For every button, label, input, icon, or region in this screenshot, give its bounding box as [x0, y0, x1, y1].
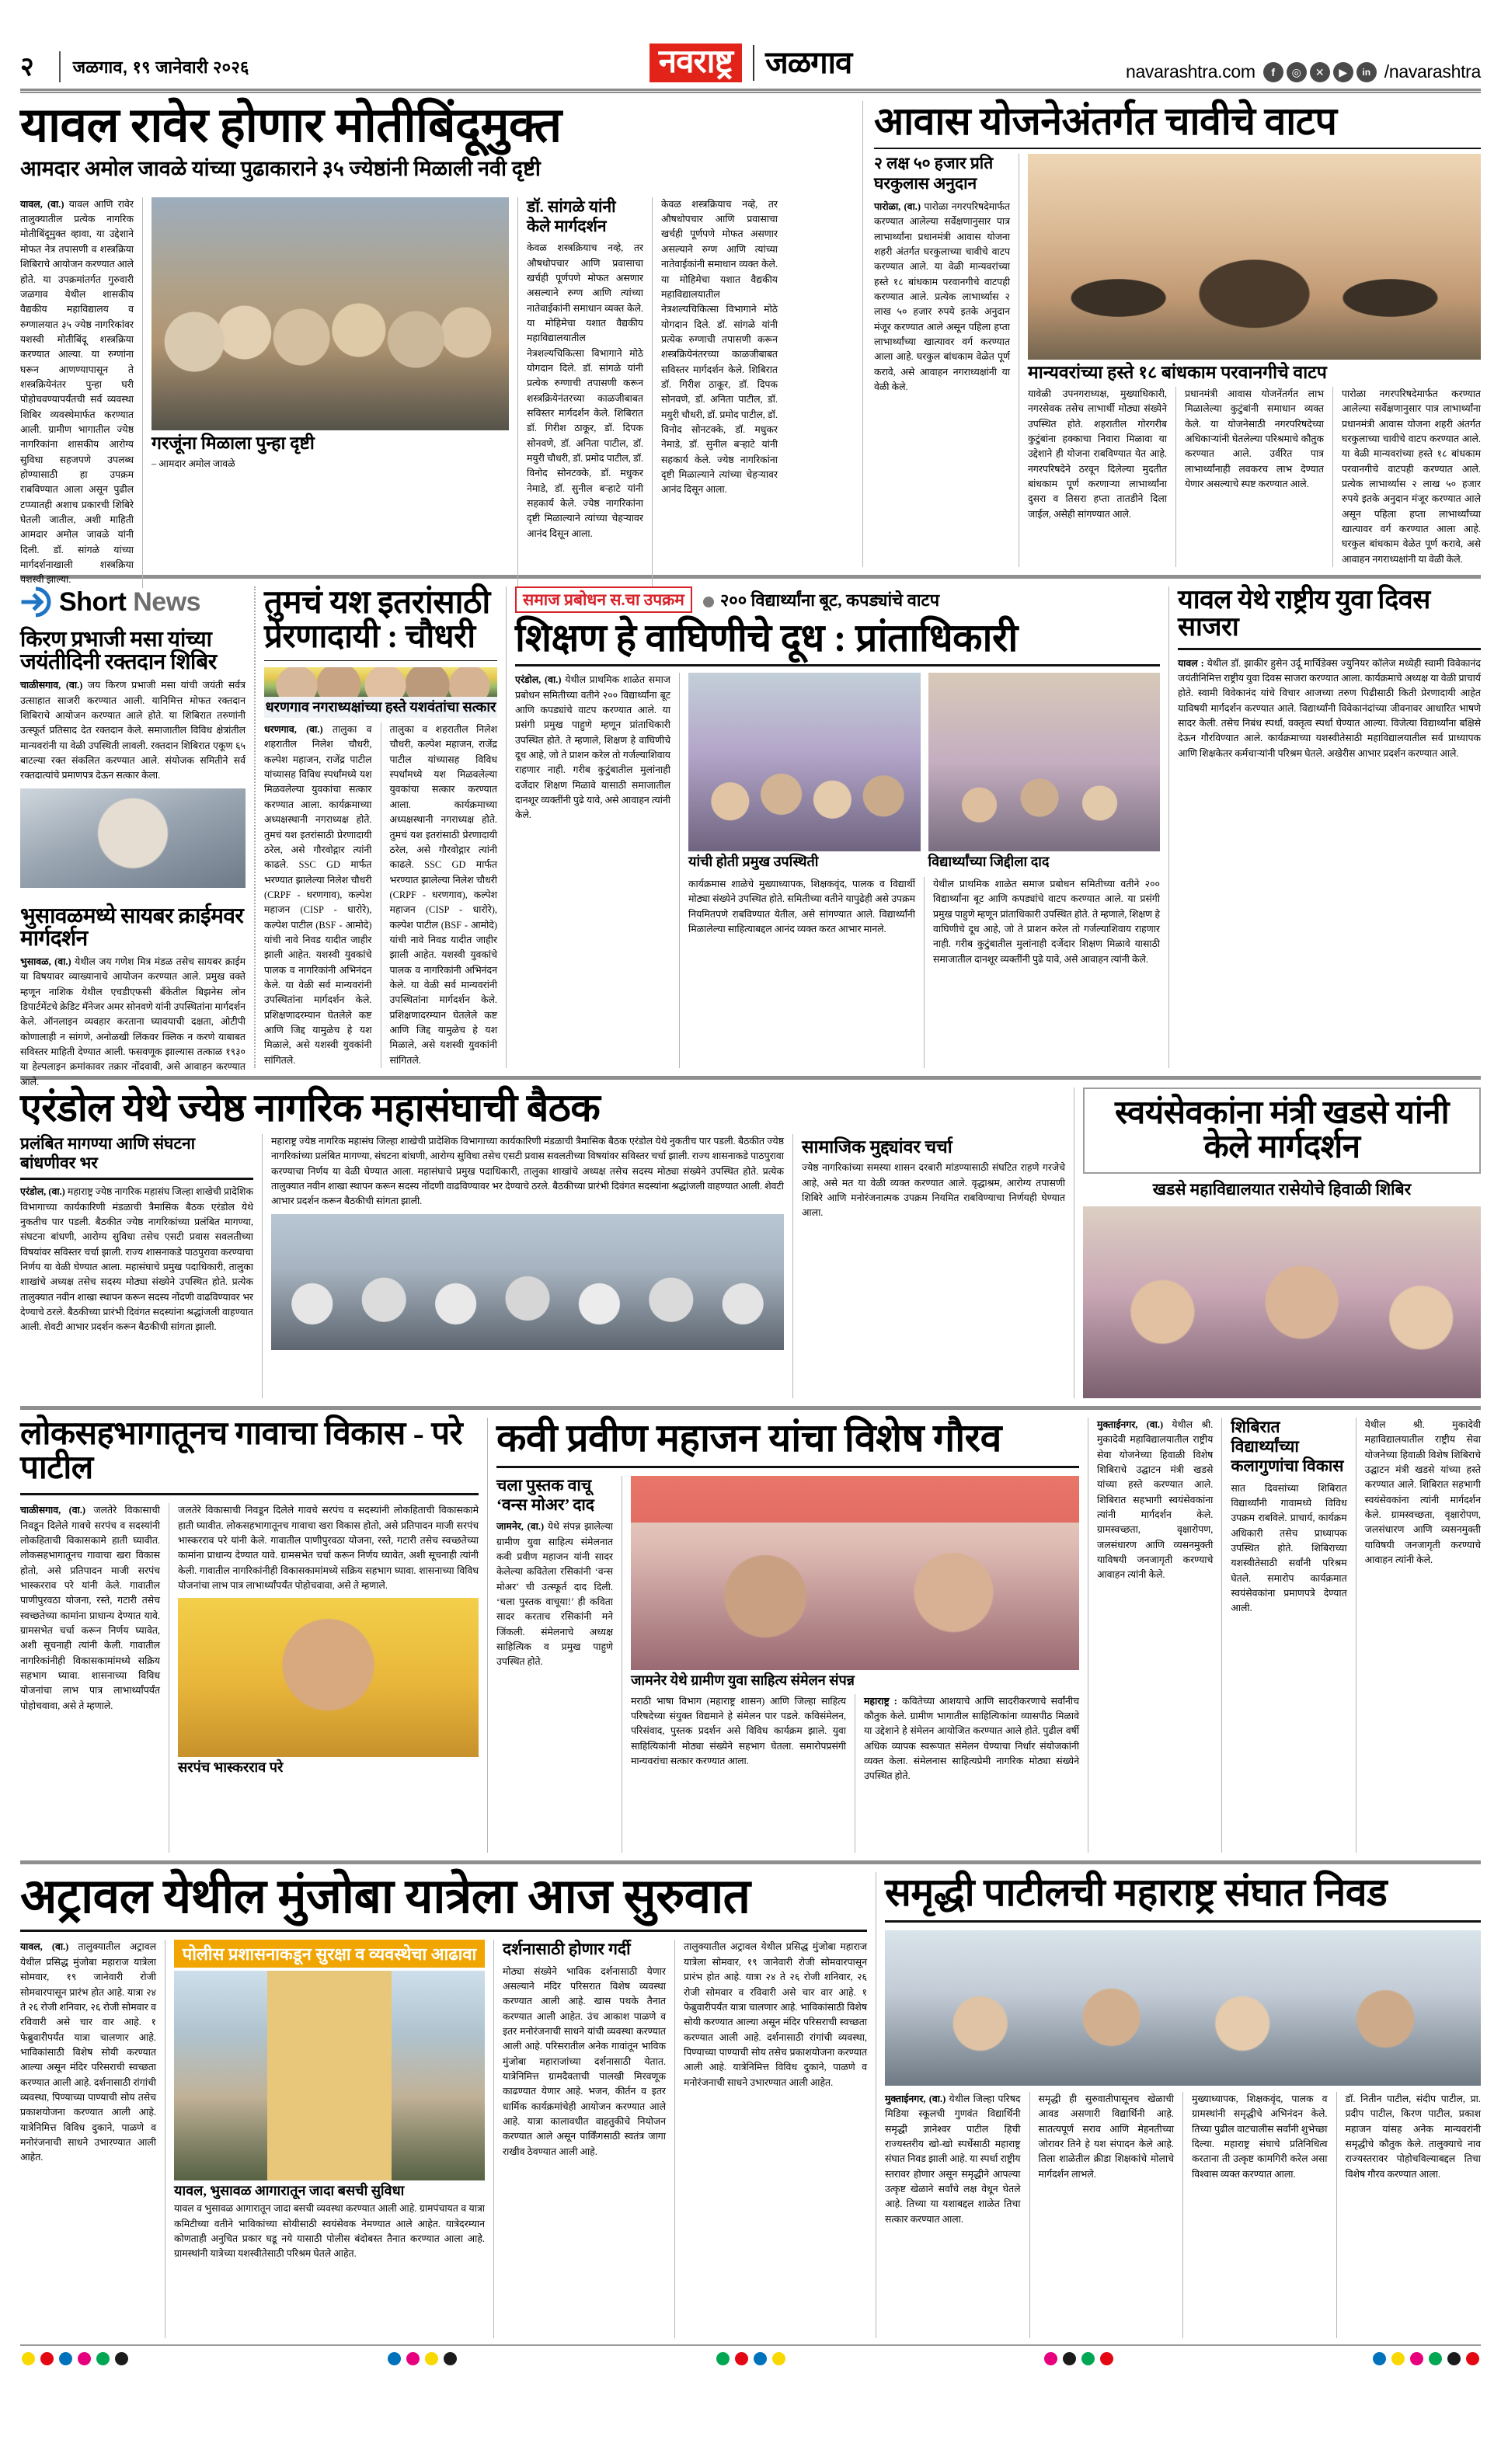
khadse-body-2: सात दिवसांच्या शिबिरात विद्यार्थ्यांनी गावामध्ये विविध उपक्रम राबविले. प्राचार्य, कार्यक्रम अधिकारी तसेच प्राध्यापक उपस्थित होते. शिबिराच्या यशस्वीतेसाठी सर्वांनी परिश्रम घेतले. समारोप कार्यक्रमात स्वयंसेवकांना प्रमाणपत्रे देण्यात आली.	[1231, 1482, 1347, 1614]
second-band	[20, 585, 1481, 1088]
yatra-headline: अट्रावल येथील मुंजोबा यात्रेला आज सुरुवात	[20, 1871, 750, 1923]
social-links	[1263, 62, 1377, 82]
pranta-photo-2	[928, 673, 1161, 851]
yatra-photo	[174, 1971, 485, 2180]
yatra-body-2: यावल व भुसावळ आगारातून जादा बसची व्यवस्था करण्यात आली आहे. ग्रामपंचायत व यात्रा कमिटीच्या वतीने भाविकांच्या सोयीसाठी स्वयंसेवक नेमण्यात आले आहेत. यात्रेदरम्यान कोणताही अनुचित प्रकार घडू नये यासाठी पोलीस बंदोबस्त तैनात करण्यात आला आहे. ग्रामस्थांनी यात्रेच्या यशस्वीतेसाठी परिश्रम घेतले आहेत.	[174, 2203, 485, 2260]
instagram-icon[interactable]: ◎	[1287, 62, 1307, 82]
x-twitter-icon[interactable]: ✕	[1310, 62, 1330, 82]
samruddhi-body-2: समृद्धी ही सुरुवातीपासूनच खेळाची आवड असणारी विद्यार्थिनी आहे. सातत्यपूर्ण सराव आणि मेहनतीच्या जोरावर तिने हे यश संपादन केले आहे. तिला शाळेतील क्रीडा शिक्षकांचे मोलाचे मार्गदर्शन लाभले.	[1038, 2093, 1174, 2180]
yatra-banner: पोलीस प्रशासनाकडून सुरक्षा व व्यवस्थेचा आढावा	[174, 1940, 485, 1968]
band-separator-3	[20, 1406, 1481, 1410]
mahajan-story	[496, 1418, 1079, 1853]
masthead-rule	[20, 89, 1481, 93]
reg-group-3	[716, 2352, 785, 2365]
shortnews-title: Short News	[59, 586, 201, 617]
khadse-headline: स्वयंसेवकांना मंत्री खडसे यांनी केले मार्गदर्शन	[1115, 1095, 1449, 1165]
samruddhi-headline: समृद्धी पाटीलची महाराष्ट्र संघात निवड	[885, 1871, 1388, 1914]
patil-headline: लोकसहभागातूनच गावाचा विकास - परे पाटील	[20, 1416, 463, 1486]
website-url[interactable]: navarashtra.com	[1125, 61, 1255, 82]
masthead-dateline: जळगाव, १९ जानेवारी २०२६	[72, 57, 249, 77]
khadse-headline-box	[1083, 1088, 1481, 1174]
samruddhi-body-1: मुक्ताईनगर, (वा.) येथील जिल्हा परिषद मिडिया स्कूलची गुणवंत विद्यार्थिनी समृद्धी ज्ञानेश्वर पाटील हिची राज्यस्तरीय खो-खो स्पर्धेसाठी महाराष्ट्र संघात निवड झाली आहे. या स्पर्धा राष्ट्रीय स्तरावर होणार असून समृद्धीने आपल्या उत्कृष्ट खेळाने सर्वांचे लक्ष वेधून घेतले आहे. तिच्या या यशाबद्दल शाळेत तिचा सत्कार करण्यात आला.	[885, 2093, 1021, 2225]
lead-right-photo	[1028, 154, 1481, 360]
masthead-left	[20, 51, 650, 82]
chaudhari-body-1: धरणगाव, (वा.) तालुका व शहरातील निलेश चौधरी, कल्पेश महाजन, राजेंद्र पाटील यांच्यासह विविध स्पर्धांमध्ये यश मिळवलेल्या युवकांचा सत्कार करण्यात आला. कार्यक्रमाच्या अध्यक्षस्थानी नगराध्यक्ष होते. तुमचं यश इतरांसाठी प्रेरणादायी ठरेल, असे गौरवोद्गार त्यांनी काढले. SSC GD मार्फत भरण्यात झालेल्या निलेश चौधरी (CRPF - धरणगाव), कल्पेश महाजन (CISP - धारोरे), कल्पेश पाटील (BSF - आमोदे) यांची नावे निवड यादीत जाहीर झाली आहेत. यशस्वी युवकांचे पालक व नागरिकांनी अभिनंदन केले. या वेळी सर्व मान्यवरांनी उपस्थितांना मार्गदर्शन केले. प्रशिक्षणादरम्यान घेतलेले कष्ट आणि जिद्द यामुळेच हे यश मिळाले, असे यशस्वी युवकांनी सांगितले.	[264, 724, 372, 1066]
lead-right-body: पारोळा, (वा.) पारोळा नगरपरिषदेमार्फत करण्यात आलेल्या सर्वेक्षणानुसार पात्र लाभार्थ्यांना प्रधानमंत्री आवास योजना शहरी अंतर्गत घरकुलाच्या चावीचे वाटप करण्यात आले. या वेळी मान्यवरांच्या हस्ते १८ बांधकाम परवानगीचे वाटपही करण्यात आले. प्रत्येक लाभार्थ्यास २ लाख ५० हजार रुपये इतके अनुदान मंजूर करण्यात आले असून पहिला हप्ता लाभार्थ्यांच्या खात्यावर वर्ग करण्यात आला आहे. घरकुल बांधकाम वेळेत पूर्ण करावे, असे आवाहन नगराध्यक्षांनी या वेळी केले.	[874, 200, 1010, 392]
pranta-photo-col	[688, 673, 1160, 1068]
lead-left-body: यावल, (वा.) यावल आणि रावेर तालुक्यातील प्रत्येक नागरिक मोतीबिंदूमुक्त व्हावा, या उद्देशाने मोफत नेत्र तपासणी व शस्त्रक्रिया शिबिराचे आयोजन करण्यात आले होते. या उपक्रमांतर्गत गुरुवारी जळगाव येथील शासकीय वैद्यकीय महाविद्यालय व रुग्णालयात ३५ ज्येष्ठ नागरिकांवर यशस्वी मोतीबिंदू शस्त्रक्रिया करण्यात आल्या. या रुग्णांना घरून आणण्यापासून ते शस्त्रक्रियेनंतर पुन्हा घरी पोहोचवण्यापर्यंतची सर्व व्यवस्था शिबिर व्यवस्थेमार्फत करण्यात आली. ग्रामीण भागातील ज्येष्ठ नागरिकांना शासकीय आरोग्य सुविधा सहजपणे उपलब्ध होण्यासाठी हा उपक्रम राबविण्यात आला असून पुढील टप्प्यातही अशाच प्रकारची शिबिरे घेतली जातील, अशी माहिती आमदार अमोल जावळे यांनी दिली. डॉ. सांगळे यांच्या मार्गदर्शनाखाली शस्त्रक्रिया यशस्वी झाल्या.	[20, 198, 134, 586]
lead-left-headline: यावल रावेर होणार मोतीबिंदूमुक्त	[20, 99, 562, 152]
bottom-band	[20, 1872, 1481, 2338]
erandol-body-2: महाराष्ट्र ज्येष्ठ नागरिक महासंघ जिल्हा शाखेची प्रादेशिक विभागाच्या कार्यकारिणी मंडळाची त्रैमासिक बैठक एरंडोल येथे नुकतीच पार पडली. बैठकीत ज्येष्ठ नागरिकांच्या प्रलंबित मागण्या, संघटना बांधणी, आरोग्य सुविधा तसेच एसटी प्रवास सवलतीच्या विषयांवर सविस्तर चर्चा झाली. राज्य शासनाकडे पाठपुरावा करण्याचा निर्णय या वेळी घेण्यात आला. महासंघाचे प्रमुख पदाधिकारी, तालुका शाखांचे अध्यक्ष तसेच सदस्य मोठ्या संख्येने उपस्थित होते. प्रत्येक तालुक्यात नवीन शाखा स्थापन करून सदस्य नोंदणी वाढविण्यावर भर देण्याचे ठरले. बैठकीच्या प्रारंभी दिवंगत सदस्यांना श्रद्धांजली वाहण्यात आली. शेवटी आभार प्रदर्शन करून बैठकीची सांगता झाली.	[271, 1136, 784, 1207]
lead-left-col4-body: केवळ शस्त्रक्रियाच नव्हे, तर औषधोपचार आणि प्रवासाचा खर्चही पूर्णपणे मोफत असणार असल्याने रुग्ण आणि त्यांच्या नातेवाईकांनी समाधान व्यक्त केले. या मोहिमेचा यशात वैद्यकीय महाविद्यालयातील नेत्रशल्यचिकित्सा विभागाने मोठे योगदान दिले. डॉ. सांगळे यांनी प्रत्येक रुग्णाची तपासणी करून शस्त्रक्रियेनंतरच्या काळजीबाबत सविस्तर मार्गदर्शन केले. शिबिरात डॉ. गिरीश ठाकूर, डॉ. दिपक सोनवणे, डॉ. अनिता पाटील, डॉ. मयुरी चौधरी, डॉ. प्रमोद पाटील, डॉ. विनोद सोनटक्के, डॉ. मधुकर नेमाडे, डॉ. सुनील बऱ्हाटे यांनी सहकार्य केले. ज्येष्ठ नागरिकांना दृष्टी मिळाल्याने त्यांच्या चेहऱ्यावर आनंद दिसून आला.	[661, 198, 778, 496]
pranta-body-2: कार्यक्रमास शाळेचे मुख्याध्यापक, शिक्षकवृंद, पालक व विद्यार्थी मोठ्या संख्येने उपस्थित होते. समितीच्या वतीने यापुढेही असे उपक्रम नियमितपणे राबविण्यात येतील, असे सांगण्यात आले. विद्यार्थ्यांनी मिळालेल्या साहित्याबद्दल आनंद व्यक्त करत आभार मानले.	[688, 878, 915, 934]
pranta-bullet: २०० विद्यार्थ्यांना बूट, कपड्यांचे वाटप	[703, 588, 939, 611]
lead-right-headline: आवास योजनेअंतर्गत चावीचे वाटप	[874, 99, 1337, 143]
pranta-caption-right: विद्यार्थ्यांच्या जिद्दीला दाद	[928, 854, 1050, 870]
khadse-story	[1083, 1088, 1481, 1398]
masthead-right	[851, 61, 1481, 82]
erandol-subhead: प्रलंबित मागण्या आणि संघटना बांधणीवर भर	[20, 1134, 196, 1173]
patil-body-2: जलतेरे विकासाची निवडून दिलेले गावचे सरपंच व सदस्यांनी लोकहिताची विकासकामे हाती घ्यावीत. लोकसहभागातूनच गावाचा खरा विकास होतो, असे प्रतिपादन माजी सरपंच भास्करराव परे यांनी केले. गावातील पाणीपुरवठा योजना, रस्ते, गटारी तसेच स्वच्छतेच्या कामांना प्राधान्य देण्यात यावे. ग्रामसभेत चर्चा करून निर्णय घ्यावेत, अशी सूचनाही त्यांनी केली. गावातील नागरिकांनीही विकासकामांमध्ये सक्रिय सहभाग घ्यावा. शासनाच्या विविध योजनांचा लाभ पात्र लाभार्थ्यांपर्यंत पोहोचवावा, असे ते म्हणाले.	[178, 1505, 479, 1592]
pranta-story	[515, 586, 1160, 1068]
yawal-youth-story	[1178, 586, 1481, 1068]
reg-group-4	[1044, 2352, 1113, 2365]
erandol-body: एरंडोल, (वा.) महाराष्ट्र ज्येष्ठ नागरिक महासंघ जिल्हा शाखेची प्रादेशिक विभागाच्या कार्यकारिणी मंडळाची त्रैमासिक बैठक एरंडोल येथे नुकतीच पार पडली. बैठकीत ज्येष्ठ नागरिकांच्या प्रलंबित मागण्या, संघटना बांधणी, आरोग्य सुविधा तसेच एसटी प्रवास सवलतीच्या विषयांवर सविस्तर चर्चा झाली. राज्य शासनाकडे पाठपुरावा करण्याचा निर्णय या वेळी घेण्यात आला. महासंघाचे प्रमुख पदाधिकारी, तालुका शाखांचे अध्यक्ष तसेच सदस्य मोठ्या संख्येने उपस्थित होते. प्रत्येक तालुक्यात नवीन शाखा स्थापन करून सदस्य नोंदणी वाढविण्यावर भर देण्याचे ठरले. बैठकीच्या प्रारंभी दिवंगत सदस्यांना श्रद्धांजली वाहण्यात आली. शेवटी आभार प्रदर्शन करून बैठकीची सांगता झाली.	[20, 1186, 253, 1333]
reg-group-2	[388, 2352, 457, 2365]
footer-rule	[20, 2344, 1481, 2346]
pranta-body: एरंडोल, (वा.) येथील प्राथमिक शाळेत समाज प्रबोधन समितीच्या वतीने २०० विद्यार्थ्यांना बूट आणि कपड्यांचे वाटप करण्यात आले. या प्रसंगी प्रमुख पाहुणे म्हणून प्रांताधिकारी उपस्थित होते. ते म्हणाले, शिक्षण हे वाघिणीचे दूध आहे, जो ते प्राशन करेल तो गर्जल्याशिवाय राहणार नाही. गरीब कुटुंबातील मुलांनाही दर्जेदार शिक्षण मिळावे यासाठी समाजातील दानशूर व्यक्तींनी पुढे यावे, असे आवाहन त्यांनी केले.	[515, 674, 670, 821]
fourth-band	[20, 1418, 1481, 1853]
samruddhi-body-4: डॉ. नितीन पाटील, संदीप पाटील, प्रा. प्रदीप पाटील, किरण पाटील, प्रकाश महाजन यांसह अनेक मान्यवरांनी समृद्धीचे कौतुक केले. तालुक्याचे नाव राज्यस्तरावर पोहोचविल्याबद्दल तिचा विशेष गौरव करण्यात आला.	[1345, 2093, 1481, 2180]
yawal-youth-headline: यावल येथे राष्ट्रीय युवा दिवस साजरा	[1178, 586, 1430, 642]
lead-left-story	[20, 99, 851, 586]
pranta-col1	[515, 673, 670, 1068]
mahajan-photo	[631, 1476, 1079, 1670]
lead-left-caption: गरजूंना मिळाला पुन्हा दृष्टी	[151, 433, 315, 453]
lead-right-body4: पारोळा नगरपरिषदेमार्फत करण्यात आलेल्या सर्वेक्षणानुसार पात्र लाभार्थ्यांना प्रधानमंत्री आवास योजना शहरी अंतर्गत घरकुलाच्या चावीचे वाटप करण्यात आले. या वेळी मान्यवरांच्या हस्ते १८ बांधकाम परवानगीचे वाटपही करण्यात आले. प्रत्येक लाभार्थ्यास २ लाख ५० हजार रुपये इतके अनुदान मंजूर करण्यात आले असून पहिला हप्ता लाभार्थ्यांच्या खात्यावर वर्ग करण्यात आला आहे. घरकुल बांधकाम वेळेत पूर्ण करावे, असे आवाहन नगराध्यक्षांनी या वेळी केले.	[1342, 388, 1481, 565]
lead-right-body3: प्रधानमंत्री आवास योजनेंतर्गत लाभ मिळालेल्या कुटुंबांनी समाधान व्यक्त केले. या योजनेसाठी नगरपरिषदेच्या अधिकाऱ्यांनी घेतलेल्या परिश्रमाचे कौतुक करण्यात आले. उर्वरित पात्र लाभार्थ्यांनाही लवकरच लाभ देण्यात येणार असल्याचे स्पष्ट करण्यात आले.	[1185, 388, 1324, 489]
erandol-headline: एरंडोल येथे ज्येष्ठ नागरिक महासंघाची बैठक	[20, 1086, 601, 1129]
shortnews-item-2-headline: भुसावळमध्ये सायबर क्राईमवर मार्गदर्शन	[20, 903, 244, 951]
shortnews-item-2-body: भुसावळ, (वा.) येथील जय गणेश मित्र मंडळ तसेच सायबर क्राईम या विषयावर व्याख्यानाचे आयोजन करण्यात आले. प्रमुख वक्ते म्हणून नाशिक येथील एचडीएफसी बँकेतील बिझनेस लोन डिपार्टमेंटचे क्रेडिट मॅनेजर अमर सोनवणे यांनी उपस्थितांना मार्गदर्शन केले. ऑनलाइन व्यवहार करताना घ्यावयाची दक्षता, ओटीपी कोणालाही न सांगणे, अनोळखी लिंकवर क्लिक न करणे याबाबत सविस्तर माहिती देण्यात आली. फसवणूक झाल्यास तत्काळ १९३० या हेल्पलाइन क्रमांकावर तक्रार नोंदवावी, असे आवाहन करण्यात आले.	[20, 955, 246, 1088]
sahitya-body: महाराष्ट्र : कवितेच्या आशयाचे आणि सादरीकरणाचे सर्वांनीच कौतुक केले. ग्रामीण भागातील साहित्यिकांना व्यासपीठ मिळावे या उद्देशाने हे संमेलन आयोजित करण्यात आले होते. पुढील वर्षी अधिक व्यापक स्वरूपात संमेलन घेण्याचा निर्धार संयोजकांनी व्यक्त केला. संमेलनास साहित्यप्रेमी नागरिक मोठ्या संख्येने उपस्थित होते.	[864, 1695, 1079, 1782]
patil-body: चाळीसगाव, (वा.) जलतेरे विकासाची निवडून दिलेले गावचे सरपंच व सदस्यांनी लोकहिताची विकासकामे हाती घ्यावीत. लोकसहभागातूनच गावाचा खरा विकास होतो, असे प्रतिपादन माजी सरपंच भास्करराव परे यांनी केले. गावातील पाणीपुरवठा योजना, रस्ते, गटारी तसेच स्वच्छतेच्या कामांना प्राधान्य देण्यात यावे. ग्रामसभेत चर्चा करून निर्णय घ्यावेत, अशी सूचनाही त्यांनी केली. गावातील नागरिकांनीही विकासकामांमध्ये सक्रिय सहभाग घ्यावा. शासनाच्या विविध योजनांचा लाभ पात्र लाभार्थ्यांपर्यंत पोहोचवावा, असे ते म्हणाले.	[20, 1505, 160, 1711]
patil-photo	[178, 1598, 479, 1757]
lead-left-photo	[151, 197, 509, 430]
shortnews-item-1-headline: किरण प्रभाजी मसा यांच्या जयंतीदिनी रक्तदान शिबिर	[20, 628, 217, 675]
masthead	[20, 0, 1481, 87]
page-number: २	[20, 52, 34, 82]
lead-left-sidebar-head: डॉ. सांगळे यांनी केले मार्गदर्शन	[527, 197, 616, 235]
lead-left-photo-col	[151, 197, 509, 588]
lead-right-photo-col	[1028, 154, 1481, 567]
mahajan-body-2: मराठी भाषा विभाग (महाराष्ट्र शासन) आणि जिल्हा साहित्य परिषदेच्या संयुक्त विद्यमाने हे संमेलन पार पडले. कविसंमेलन, परिसंवाद, पुस्तक प्रदर्शन असे विविध कार्यक्रम झाले. युवा साहित्यिकांनी मोठ्या संख्येने सहभाग घेतला. समारोपप्रसंगी मान्यवरांचा सत्कार करण्यात आला.	[631, 1695, 846, 1767]
shortnews-item-1-photo	[20, 788, 246, 888]
brand-name: नवराष्ट्र	[650, 44, 742, 82]
khadse-photo	[1083, 1206, 1481, 1398]
lead-left-col4	[661, 197, 778, 588]
lead-right-caption: मान्यवरांच्या हस्ते १८ बांधकाम परवानगीचे वाटप	[1028, 363, 1327, 383]
facebook-icon[interactable]: f	[1263, 62, 1283, 82]
chaudhari-story	[264, 586, 497, 1068]
reg-group-1	[22, 2352, 128, 2365]
chaudhari-photo	[264, 667, 497, 697]
yawal-youth-body: यावल : येथील डॉ. झाकीर हुसेन उर्दू मार्चिडेक्स ज्युनियर कॉलेज मध्येही स्वामी विवेकानंद जयंतीनिमित्त राष्ट्रीय युवा दिवस साजरा करण्यात आला. कार्यक्रमाचे अध्यक्ष या वेळी प्राचार्य होते. स्वामी विवेकानंद यांचे विचार आजच्या तरुण पिढीसाठी किती प्रेरणादायी आहेत याविषयी मार्गदर्शन करण्यात आले. विद्यार्थ्यांनी विवेकानंदांच्या जीवनावर आधारित भाषणे सादर केली. तसेच निबंध स्पर्धा, वक्तृत्व स्पर्धा घेण्यात आल्या. विजेत्या विद्यार्थ्यांना बक्षिसे देऊन गौरविण्यात आले. कार्यक्रमाच्या यशस्वीतेसाठी महाविद्यालयातील सर्व प्राध्यापक आणि शिक्षकेतर कर्मचाऱ्यांनी परिश्रम घेतले. अखेरीस आभार प्रदर्शन करण्यात आले.	[1178, 657, 1481, 759]
mahajan-body: जामनेर, (वा.) येथे संपन्न झालेल्या ग्रामीण युवा साहित्य संमेलनात कवी प्रवीण महाजन यांनी सादर केलेल्या कवितेला रसिकांनी ‘वन्स मोअर’ ची उत्स्फूर्त दाद दिली. ‘चला पुस्तक वाचूया!’ ही कविता सादर करताच रसिकांनी मने जिंकली. संमेलनाचे अध्यक्ष साहित्यिक व प्रमुख पाहुणे उपस्थित होते.	[496, 1521, 613, 1668]
mahajan-subhead: चला पुस्तक वाचू ‘वन्स मोअर’ दाद	[496, 1476, 594, 1515]
yatra-story	[20, 1872, 867, 2338]
erandol-body-3: ज्येष्ठ नागरिकांच्या समस्या शासन दरबारी मांडण्यासाठी संघटित राहणे गरजेचे आहे, असे मत या वेळी व्यक्त करण्यात आले. वृद्धाश्रम, आरोग्य तपासणी शिबिरे आणि मनोरंजनात्मक उपक्रम नियमित राबविण्याचा निर्णयही घेण्यात आला.	[802, 1162, 1065, 1219]
third-band	[20, 1088, 1481, 1398]
patil-caption: सरपंच भास्करराव परे	[178, 1759, 284, 1776]
khadse-subhead: खडसे महाविद्यालयात रासेयोचे हिवाळी शिबिर	[1152, 1180, 1412, 1199]
masthead-divider	[59, 51, 61, 82]
top-band	[20, 99, 1481, 586]
band-separator-4	[20, 1860, 1481, 1864]
yatra-caption: यावल, भुसावळ आगारातून जादा बसची सुविधा	[174, 2183, 405, 2199]
chaudhari-body-2: तालुका व शहरातील निलेश चौधरी, कल्पेश महाजन, राजेंद्र पाटील यांच्यासह विविध स्पर्धांमध्ये यश मिळवलेल्या युवकांचा सत्कार करण्यात आला. कार्यक्रमाच्या अध्यक्षस्थानी नगराध्यक्ष होते. तुमचं यश इतरांसाठी प्रेरणादायी ठरेल, असे गौरवोद्गार त्यांनी काढले. SSC GD मार्फत भरण्यात झालेल्या निलेश चौधरी (CRPF - धरणगाव), कल्पेश महाजन (CISP - धारोरे), कल्पेश पाटील (BSF - आमोदे) यांची नावे निवड यादीत जाहीर झाली आहेत. यशस्वी युवकांचे पालक व नागरिकांनी अभिनंदन केले. या वेळी सर्व मान्यवरांनी उपस्थितांना मार्गदर्शन केले. प्रशिक्षणादरम्यान घेतलेले कष्ट आणि जिद्द यामुळेच हे यश मिळाले, असे यशस्वी युवकांनी सांगितले.	[389, 724, 497, 1066]
shortnews-arrow-icon	[20, 586, 51, 618]
lead-left-col3	[527, 197, 643, 588]
lead-left-col1	[20, 197, 134, 588]
mahajan-headline: कवी प्रवीण महाजन यांचा विशेष गौरव	[496, 1416, 1001, 1460]
pranta-headline: शिक्षण हे वाघिणीचे दूध : प्रांताधिकारी	[515, 616, 1018, 660]
shortnews-column	[20, 586, 246, 1088]
youtube-icon[interactable]: ▶	[1333, 62, 1353, 82]
khadse-caption: शिबिरात विद्यार्थ्यांच्या कलागुणांचा विकास	[1231, 1418, 1344, 1476]
reg-group-5	[1373, 2352, 1479, 2365]
lead-right-body2: यावेळी उपनगराध्यक्ष, मुख्याधिकारी, नगरसेवक तसेच लाभार्थी मोठ्या संख्येने उपस्थित होते. शहरातील गोरगरीब कुटुंबांना हक्काचा निवारा मिळावा या उद्देशाने ही योजना राबविण्यात येत आहे. नगरपरिषदेने ठरवून दिलेल्या मुदतीत बांधकाम पूर्ण करणाऱ्या लाभार्थ्यांना दुसरा व तिसरा हप्ता तातडीने दिला जाईल, असेही सांगण्यात आले.	[1028, 388, 1167, 520]
khadse-body: मुक्ताईनगर, (वा.) येथील श्री. मुकादेवी महाविद्यालयातील राष्ट्रीय सेवा योजनेच्या हिवाळी विशेष शिबिराचे उद्घाटन मंत्री खडसे यांच्या हस्ते करण्यात आले. शिबिरात सहभागी स्वयंसेवकांना त्यांनी मार्गदर्शन केले. ग्रामस्वच्छता, वृक्षारोपण, जलसंधारण आणि व्यसनमुक्ती याविषयी जनजागृती करण्याचे आवाहन त्यांनी केले.	[1097, 1419, 1214, 1581]
samruddhi-story	[885, 1872, 1481, 2338]
masthead-logo[interactable]	[650, 44, 851, 82]
shortnews-header	[20, 586, 246, 621]
pranta-caption-left: यांची होती प्रमुख उपस्थिती	[688, 854, 819, 870]
brand-divider	[753, 45, 754, 81]
bullet-dot-icon	[703, 597, 714, 607]
lead-left-sidebar-body: केवळ शस्त्रक्रियाच नव्हे, तर औषधोपचार आणि प्रवासाचा खर्चही पूर्णपणे मोफत असणार असल्याने रुग्ण आणि त्यांच्या नातेवाईकांनी समाधान व्यक्त केले. या मोहिमेचा यशात वैद्यकीय महाविद्यालयातील नेत्रशल्यचिकित्सा विभागाने मोठे योगदान दिले. डॉ. सांगळे यांनी प्रत्येक रुग्णाची तपासणी करून शस्त्रक्रियेनंतरच्या काळजीबाबत सविस्तर मार्गदर्शन केले. शिबिरात डॉ. गिरीश ठाकूर, डॉ. दिपक सोनवणे, डॉ. अनिता पाटील, डॉ. मयुरी चौधरी, डॉ. प्रमोद पाटील, डॉ. विनोद सोनटक्के, डॉ. मधुकर नेमाडे, डॉ. सुनील बऱ्हाटे यांनी सहकार्य केले. ज्येष्ठ नागरिकांना दृष्टी मिळाल्याने त्यांच्या चेहऱ्यावर आनंद दिसून आला.	[527, 242, 643, 539]
yatra-col3-body: मोठ्या संख्येने भाविक दर्शनासाठी येणार असल्याने मंदिर परिसरात विशेष व्यवस्था करण्यात आली आहे. खास पथके तैनात करण्यात आली आहेत. उंच आकाश पाळणे व इतर मनोरंजनाची साधने यांची व्यवस्था करण्यात आली आहे. परिसरातील अनेक गावांतून भाविक मुंजोबा महाराजांच्या दर्शनासाठी येतात. यात्रेनिमित्त ग्रामदैवताची पालखी मिरवणूक काढण्यात येणार आहे. भजन, कीर्तन व इतर धार्मिक कार्यक्रमांचेही आयोजन करण्यात आले आहे. यात्रा कालावधीत वाहतुकीचे नियोजन करण्यात आले असून पार्किंगसाठी स्वतंत्र जागा राखीव ठेवण्यात आली आहे.	[503, 1965, 666, 2157]
samruddhi-body-3: मुख्याध्यापक, शिक्षकवृंद, पालक व ग्रामस्थांनी समृद्धीचे अभिनंदन केले. तिच्या पुढील वाटचालीस सर्वांनी शुभेच्छा दिल्या. महाराष्ट्र संघाचे प्रतिनिधित्व करताना ती उत्कृष्ट कामगिरी करेल असा विश्वास व्यक्त करण्यात आला.	[1192, 2093, 1328, 2180]
pranta-body-3: येथील प्राथमिक शाळेत समाज प्रबोधन समितीच्या वतीने २०० विद्यार्थ्यांना बूट आणि कपड्यांचे वाटप करण्यात आले. या प्रसंगी प्रमुख पाहुणे म्हणून प्रांताधिकारी उपस्थित होते. ते म्हणाले, शिक्षण हे वाघिणीचे दूध आहे, जो ते प्राशन करेल तो गर्जल्याशिवाय राहणार नाही. गरीब कुटुंबातील मुलांनाही दर्जेदार शिक्षण मिळावे यासाठी समाजातील दानशूर व्यक्तींनी पुढे यावे, असे आवाहन त्यांनी केले.	[933, 878, 1160, 965]
pranta-photo-1	[688, 673, 921, 851]
edition-name: जळगाव	[765, 46, 852, 80]
yatra-col4-body: तालुक्यातील अट्रावल येथील प्रसिद्ध मुंजोबा महाराज यात्रेला सोमवार, १९ जानेवारी रोजी सोमवारपासून प्रारंभ होत आहे. यात्रा २४ ते २६ रोजी शनिवार, २६ रोजी सोमवार व रविवारी असे चार वार आहे. १ फेब्रुवारीपर्यंत यात्रा चालणार आहे. भाविकांसाठी विशेष सोयी करण्यात आल्या असून मंदिर परिसराची स्वच्छता करण्यात आली आहे. दर्शनासाठी रांगांची व्यवस्था, पिण्याच्या पाण्याची सोय तसेच प्रकाशयोजना करण्यात आली आहे. यात्रेनिमित्त विविध दुकाने, पाळणे व मनोरंजनाची साधने उभारण्यात आली आहेत.	[684, 1941, 867, 2088]
shortnews-item-1-body: चाळीसगाव, (वा.) जय किरण प्रभाजी मसा यांची जयंती सर्वत्र उत्साहात साजरी करण्यात आली. यानिमित्त मोफत रक्तदान शिबिराचे आयोजन करण्यात आले होते. या शिबिरात तरुणांनी उत्स्फूर्त प्रतिसाद देत रक्तदान केले. समाजातील विविध क्षेत्रांतील मान्यवरांनी या वेळी उपस्थिती लावली. रक्तदान शिबिरात एकूण ६५ बाटल्या रक्त संकलित करण्यात आले. संयोजक समितीने सर्व रक्तदात्यांचे प्रमाणपत्र देऊन सत्कार केला.	[20, 680, 246, 781]
social-handle: /navarashtra	[1384, 61, 1482, 82]
shortnews-item-1[interactable]	[20, 628, 246, 893]
lead-right-subhead: २ लक्ष ५० हजार प्रति घरकुलास अनुदान	[874, 154, 994, 193]
patil-story	[20, 1418, 479, 1853]
erandol-caption: सामाजिक मुद्द्यांवर चर्चा	[802, 1137, 952, 1157]
khadse-continuation	[1097, 1418, 1481, 1853]
yatra-col3-head: दर्शनासाठी होणार गर्दी	[503, 1940, 631, 1959]
chaudhari-caption: धरणगाव नगराध्यक्षांच्या हस्ते यशवंतांचा सत्कार	[264, 697, 497, 718]
lead-left-subhead: आमदार अमोल जावळे यांच्या पुढाकाराने ३५ ज्येष्ठांनी मिळाली नवी दृष्टी	[20, 157, 541, 181]
mahajan-caption: जामनेर येथे ग्रामीण युवा साहित्य संमेलन संपन्न	[631, 1672, 855, 1688]
yatra-body: यावल, (वा.) तालुक्यातील अट्रावल येथील प्रसिद्ध मुंजोबा महाराज यात्रेला सोमवार, १९ जानेवारी रोजी सोमवारपासून प्रारंभ होत आहे. यात्रा २४ ते २६ रोजी शनिवार, २६ रोजी सोमवार व रविवारी असे चार वार आहे. १ फेब्रुवारीपर्यंत यात्रा चालणार आहे. भाविकांसाठी विशेष सोयी करण्यात आल्या असून मंदिर परिसराची स्वच्छता करण्यात आली आहे. दर्शनासाठी रांगांची व्यवस्था, पिण्याच्या पाण्याची सोय तसेच प्रकाशयोजना करण्यात आली आहे. यात्रेनिमित्त विविध दुकाने, पाळणे व मनोरंजनाची साधने उभारण्यात आली आहेत.	[20, 1941, 156, 2163]
samruddhi-photo	[885, 1930, 1481, 2086]
pranta-tag: समाज प्रबोधन स.चा उपक्रम	[515, 586, 692, 613]
lead-right-story	[874, 101, 1481, 567]
erandol-photo	[271, 1214, 784, 1350]
lead-right-col1	[874, 154, 1010, 567]
registration-color-bar	[20, 2352, 1481, 2365]
shortnews-item-2[interactable]	[20, 905, 246, 1090]
chaudhari-headline: तुमचं यश इतरांसाठी प्रेरणादायी : चौधरी	[264, 585, 490, 655]
lead-left-photo-body: – आमदार अमोल जावळे	[151, 458, 235, 470]
erandol-story	[20, 1088, 1065, 1398]
khadse-body-3: येथील श्री. मुकादेवी महाविद्यालयातील राष्ट्रीय सेवा योजनेच्या हिवाळी विशेष शिबिराचे उद्घाटन मंत्री खडसे यांच्या हस्ते करण्यात आले. शिबिरात सहभागी स्वयंसेवकांना त्यांनी मार्गदर्शन केले. ग्रामस्वच्छता, वृक्षारोपण, जलसंधारण आणि व्यसनमुक्ती याविषयी जनजागृती करण्याचे आवाहन त्यांनी केले.	[1364, 1419, 1481, 1566]
linkedin-icon[interactable]: in	[1356, 62, 1377, 82]
